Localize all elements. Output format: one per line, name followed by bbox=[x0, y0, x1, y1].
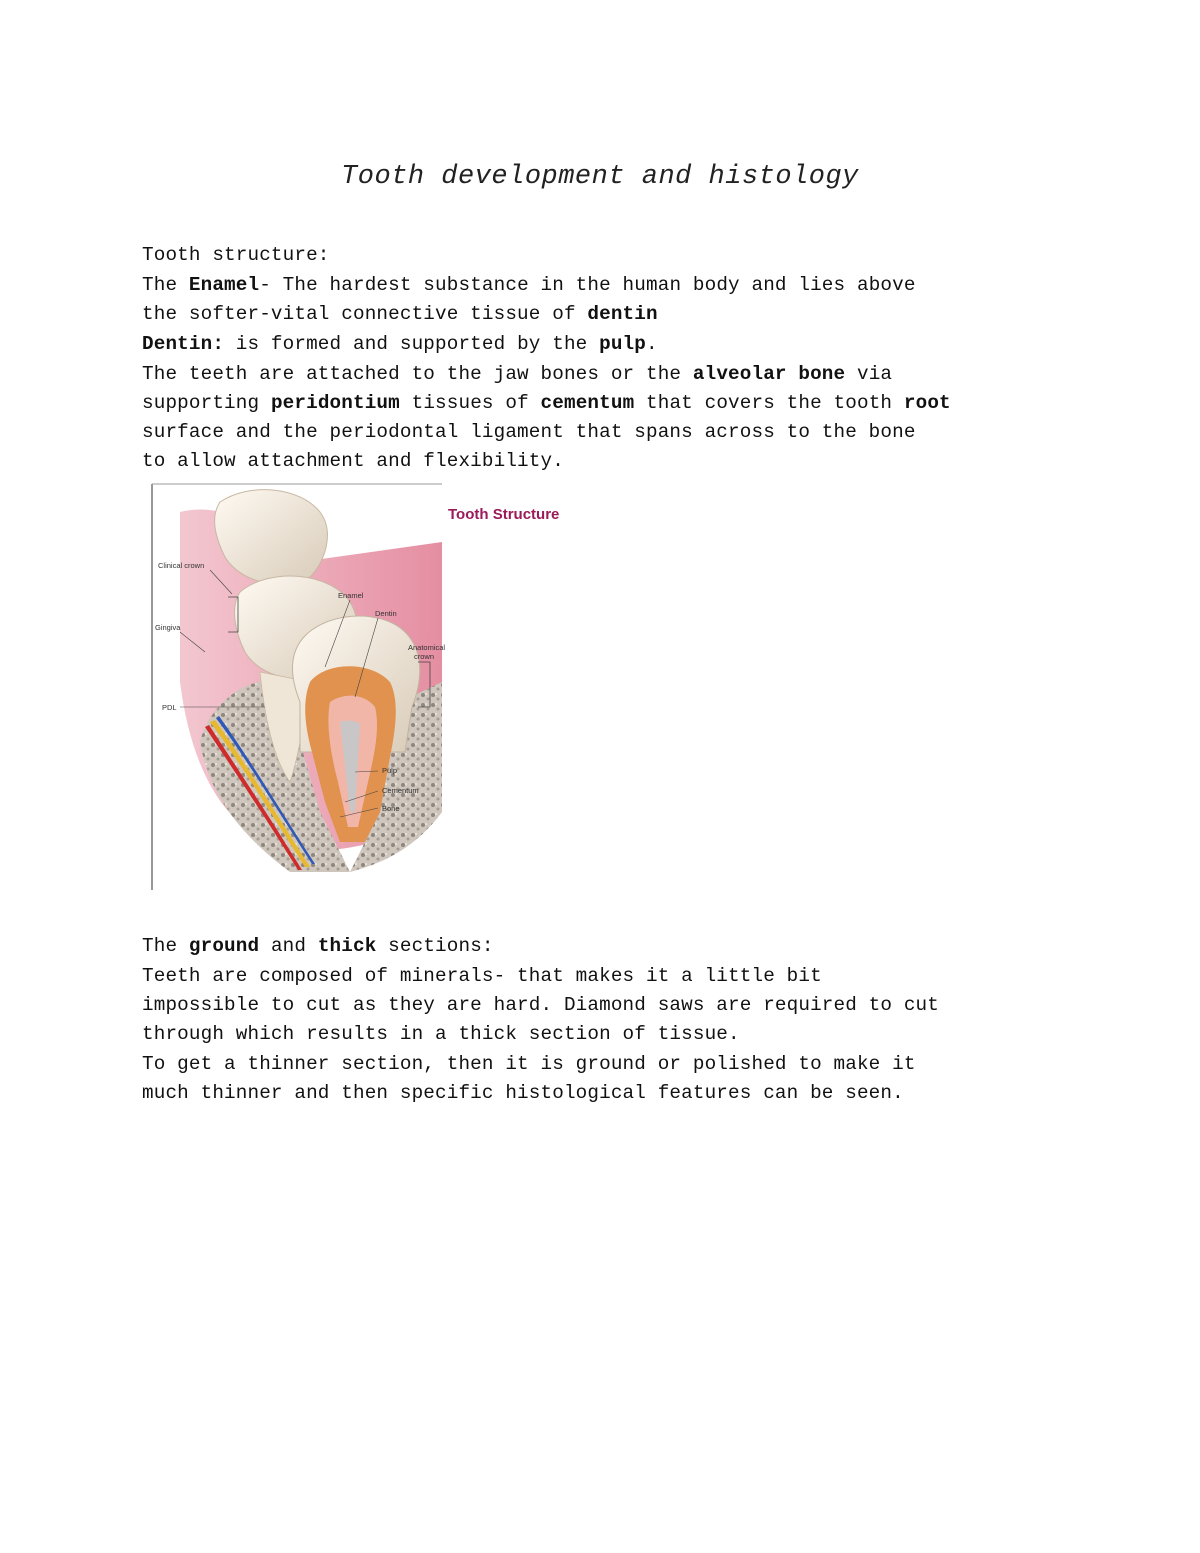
paragraph-line: through which results in a thick section of tissue. bbox=[142, 1023, 740, 1045]
label-clinical-crown: Clinical crown bbox=[158, 561, 205, 570]
term-thick: thick bbox=[317, 935, 377, 957]
tooth-structure-figure bbox=[150, 482, 590, 892]
term-ground: ground bbox=[188, 935, 260, 957]
label-enamel: Enamel bbox=[338, 591, 364, 600]
figure-title: Tooth Structure bbox=[448, 506, 560, 523]
paragraph-line: Teeth are composed of minerals- that makes it a little bit bbox=[142, 965, 822, 987]
document-title: Tooth development and histology bbox=[341, 162, 859, 192]
term-root: root bbox=[903, 392, 951, 414]
label-cementum: Cementum bbox=[382, 786, 419, 795]
section-heading-sections: The ground and thick sections: bbox=[142, 935, 494, 957]
term-cementum: cementum bbox=[540, 392, 635, 414]
label-pdl: PDL bbox=[162, 703, 177, 712]
section-heading-tooth-structure: Tooth structure: bbox=[142, 244, 330, 266]
term-dentin-heading: Dentin: bbox=[142, 333, 225, 355]
paragraph-line: surface and the periodontal ligament that spans across to the bone bbox=[142, 421, 916, 443]
term-peridontium: peridontium bbox=[270, 392, 400, 414]
label-pulp: Pulp bbox=[382, 766, 398, 775]
paragraph-line: to allow attachment and flexibility. bbox=[142, 450, 564, 472]
paragraph-line: much thinner and then specific histological features can be seen. bbox=[142, 1082, 904, 1104]
paragraph-line: the softer-vital connective tissue of dentin bbox=[142, 303, 658, 325]
label-bone: Bone bbox=[382, 804, 400, 813]
paragraph-line: Dentin: is formed and supported by the pulp. bbox=[142, 333, 658, 355]
paragraph-line: To get a thinner section, then it is ground or polished to make it bbox=[142, 1053, 916, 1075]
paragraph-line: The teeth are attached to the jaw bones or the alveolar bone via bbox=[142, 363, 893, 385]
paragraph-line: The Enamel- The hardest substance in the human body and lies above bbox=[142, 274, 916, 296]
paragraph-line: supporting peridontium tissues of cementum that covers the tooth root bbox=[142, 392, 951, 414]
tooth-structure-illustration bbox=[150, 482, 590, 892]
term-pulp: pulp bbox=[599, 333, 646, 355]
term-enamel: Enamel bbox=[188, 274, 260, 296]
label-anatomical-crown-2: crown bbox=[414, 652, 435, 661]
term-dentin: dentin bbox=[587, 303, 658, 325]
term-alveolar-bone: alveolar bone bbox=[692, 363, 846, 385]
label-gingiva: Gingiva bbox=[155, 623, 181, 632]
label-dentin: Dentin bbox=[375, 609, 397, 618]
label-anatomical-crown: Anatomical bbox=[408, 643, 446, 652]
paragraph-line: impossible to cut as they are hard. Diamond saws are required to cut bbox=[142, 994, 940, 1016]
